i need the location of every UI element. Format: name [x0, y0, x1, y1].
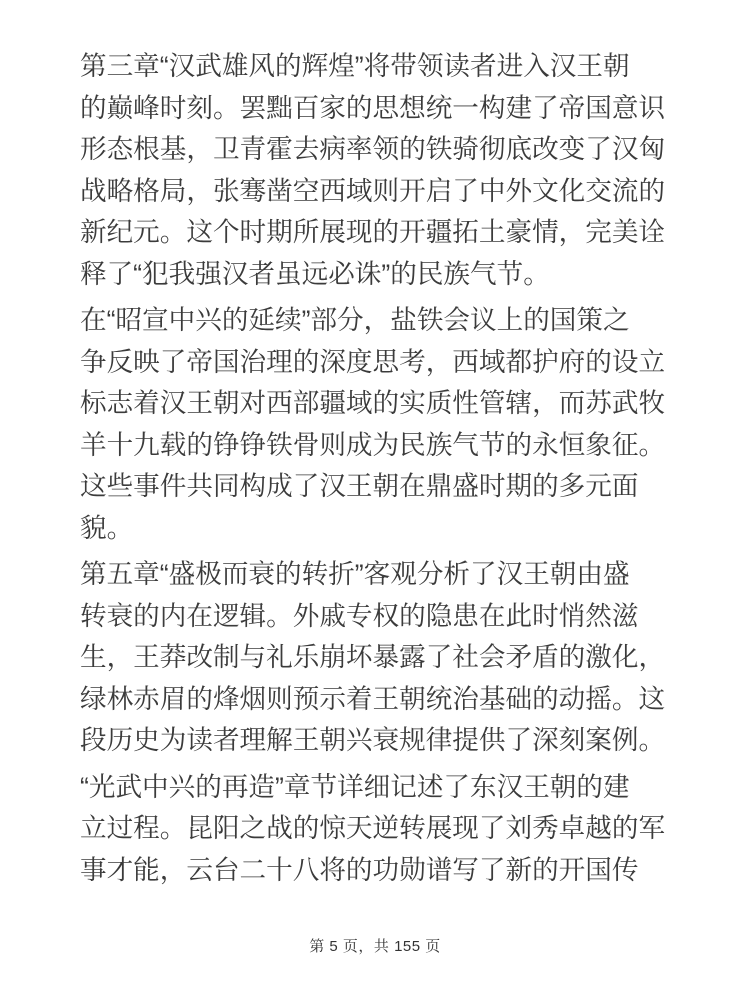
text-line: 转衰的内在逻辑。外戚专权的隐患在此时悄然滋 [80, 600, 639, 631]
text-line: 释了“犯我强汉者虽远必诛”的民族气节。 [80, 258, 550, 289]
paragraph-1 [80, 46, 672, 295]
text-line: 在“昭宣中兴的延续”部分，盐铁会议上的国策之 [80, 305, 630, 335]
text-line: 羊十九载的铮铮铁骨则成为民族气节的永恒象征。 [80, 429, 666, 460]
text-line: 的巅峰时刻。罢黜百家的思想统一构建了帝国意识 [80, 92, 666, 123]
text-line: 生，王莽改制与礼乐崩坏暴露了社会矛盾的激化， [80, 642, 666, 672]
text-line: 标志着汉王朝对西部疆域的实质性管辖，而苏武牧 [80, 388, 666, 418]
paragraph-3 [80, 554, 672, 762]
text-line: 新纪元。这个时期所展现的开疆拓土豪情，完美诠 [80, 217, 666, 247]
text-line: 绿林赤眉的烽烟则预示着王朝统治基础的动摇。这 [80, 683, 666, 714]
text-line: 形态根基，卫青霍去病率领的铁骑彻底改变了汉匈 [80, 134, 666, 164]
text-line: 貌。 [80, 512, 134, 543]
text-line: 立过程。昆阳之战的惊天逆转展现了刘秀卓越的军 [80, 813, 666, 843]
page-indicator: 第 5 页，共 155 页 [309, 938, 441, 955]
text-line: 事才能，云台二十八将的功勋谱写了新的开国传 [80, 854, 639, 885]
paragraph-2 [80, 300, 672, 549]
text-line: 段历史为读者理解王朝兴衰规律提供了深刻案例。 [80, 725, 666, 755]
text-line: 战略格局，张骞凿空西域则开启了中外文化交流的 [80, 175, 666, 206]
text-line: 第三章“汉武雄风的辉煌”将带领读者进入汉王朝 [80, 51, 630, 81]
text-line: 这些事件共同构成了汉王朝在鼎盛时期的多元面 [80, 471, 639, 501]
paragraph-4 [80, 767, 672, 892]
text-line: 争反映了帝国治理的深度思考，西域都护府的设立 [80, 346, 666, 377]
document-body [80, 46, 672, 896]
text-line: “光武中兴的再造”章节详细记述了东汉王朝的建 [80, 771, 630, 802]
text-line: 第五章“盛极而衰的转折”客观分析了汉王朝由盛 [80, 559, 630, 589]
